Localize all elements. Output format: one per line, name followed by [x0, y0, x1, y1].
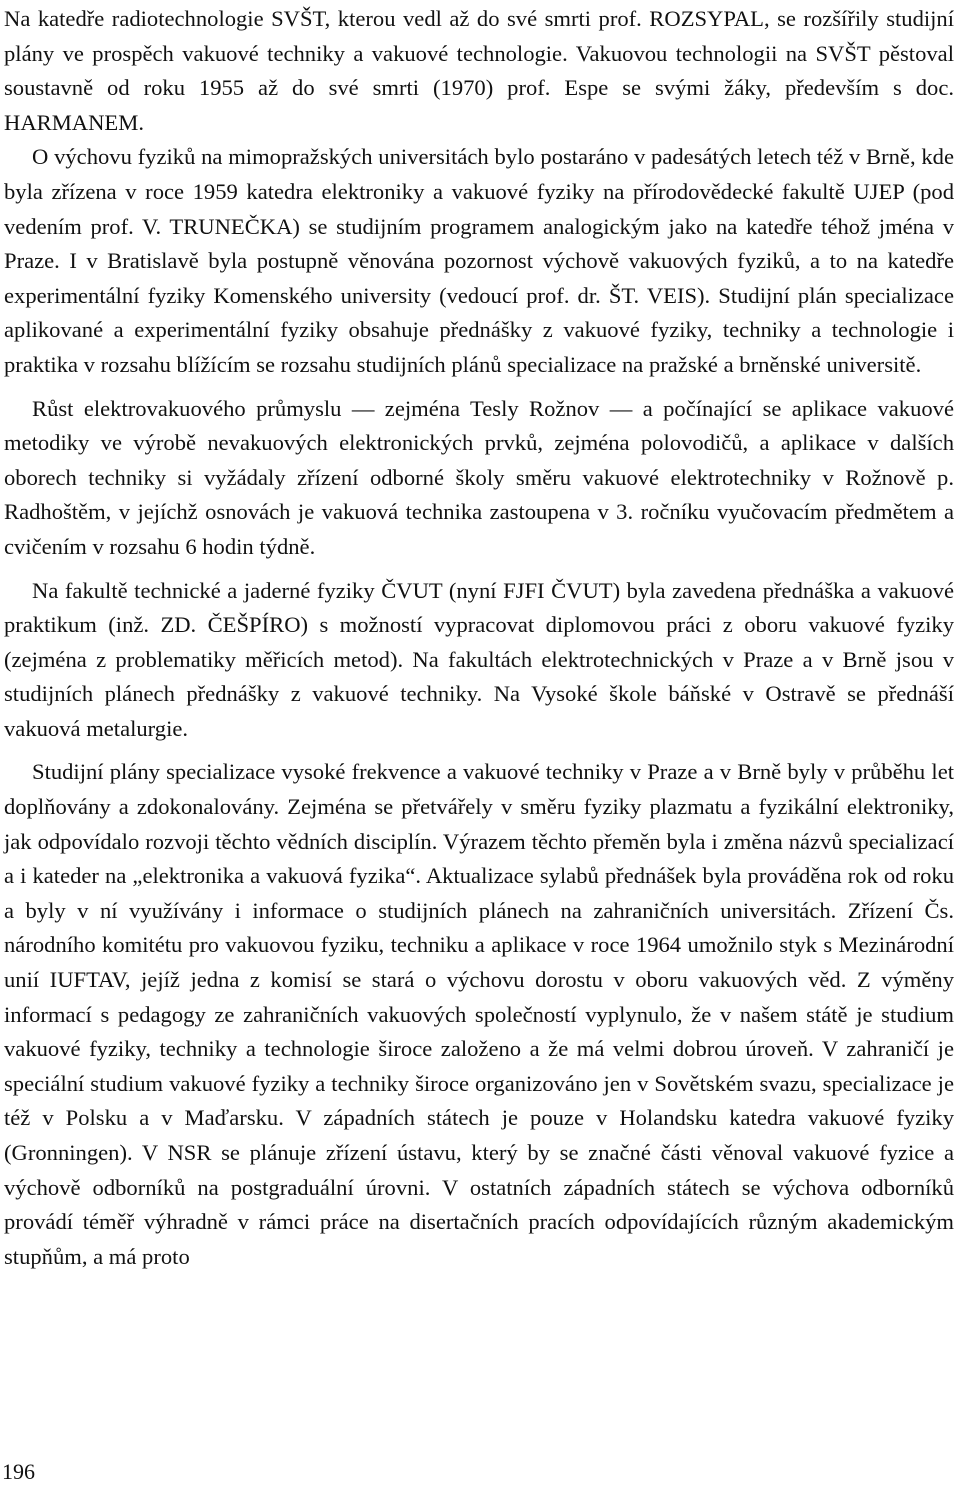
paragraph-3: Růst elektrovakuového průmyslu — zejména Tesly Rožnov — a počínající se aplikace vakuové metodiky ve výrobě nevakuových elektronických prvků, zejména polovodičů, a aplikace v dalších oborech techniky si vyžádaly zřízení odborné školy směru vakuové elektrotechniky v Rožnově p. Radhoštěm, v jejíchž osnovách je vakuová technika zastoupena v 3. ročníku vyučovacím předmětem a cvičením v rozsahu 6 hodin týdně. — [4, 395, 954, 559]
paragraph-4: Na fakultě technické a jaderné fyziky ČVUT (nyní FJFI ČVUT) byla zavedena přednáška a vakuové praktikum (inž. ZD. ČEŠPÍRO) s možností vypracovat diplomovou práci z oboru vakuové fyziky (zejména z problematiky měřicích metod). Na fakultách elektrotechnických v Praze a v Brně jsou v studijních plánech přednášky z vakuové techniky. Na Vysoké škole báňské v Ostravě se přednáší vakuová metalurgie. — [4, 577, 954, 741]
paragraph-1: Na katedře radiotechnologie SVŠT, kterou vedl až do své smrti prof. ROZSYPAL, se rozšířily studijní plány ve prospěch vakuové techniky a vakuové technologie. Vakuovou technologii na SVŠT pěstoval soustavně od roku 1955 až do své smrti (1970) prof. Espe se svými žáky, především s doc. HARMANEM. — [4, 6, 954, 135]
paragraph-5: Studijní plány specializace vysoké frekvence a vakuové techniky v Praze a v Brně byly v průběhu let doplňovány a zdokonalovány. Zejména se přetvářely v směru fyziky plazmatu a fyzikální elektroniky, jak odpovídalo rozvoji těchto vědních disciplín. Výrazem těchto přeměn byla i změna názvů specializací a i kateder na „elektronika a vakuová fyzika“. Aktualizace sylabů přednášek byla prováděna rok od roku a byly v ní využívány i informace o studijních plánech na zahraničních universitách. Zřízení Čs. národního komitétu pro vakuovou fyziku, techniku a aplikace v roce 1964 umožnilo styk s Mezinárodní unií IUFTAV, jejíž jedna z komisí se stará o výchovu dorostu v oboru vakuových věd. Z výměny informací s pedagogy ze zahraničních vakuových společností vyplynulo, že v našem státě je studium vakuové fyziky, techniky a technologie široce založeno a že má velmi dobrou úroveň. V zahraničí je speciální studium vakuové fyziky a techniky široce organizováno jen v Sovětském svazu, specializace je též v Polsku a v Maďarsku. V západních státech je pouze v Holandsku katedra vakuové fyziky (Gronningen). V NSR se plánuje zřízení ústavu, který by se značné části věnoval vakuové fyzice a výchově odborníků na postgraduální úrovni. V ostatních západních státech se výchova odborníků provádí téměř výhradně v rámci práce na disertačních pracích odpovídajících různým akademickým stupňům, a má proto — [4, 759, 954, 1269]
paragraph-2: O výchovu fyziků na mimopražských universitách bylo postaráno v padesátých letech též v Brně, kde byla zřízena v roce 1959 katedra elektroniky a vakuové fyziky na přírodovědecké fakultě UJEP (pod vedením prof. V. TRUNEČKA) se studijním programem analogickým jako na katedře téhož jména v Praze. I v Bratislavě byla postupně věnována pozornost výchově vakuových fyziků, a to na katedře experimentální fyziky Komenského university (vedoucí prof. dr. ŠT. VEIS). Studijní plán specializace aplikované a experimentální fyziky obsahuje přednášky z vakuové fyziky, techniky a technologie i praktika v rozsahu blížícím se rozsahu studijních plánů specializace na pražské a brněnské universitě. — [4, 144, 954, 377]
page-number: 196 — [2, 1459, 35, 1484]
body-text — [4, 2, 954, 1274]
